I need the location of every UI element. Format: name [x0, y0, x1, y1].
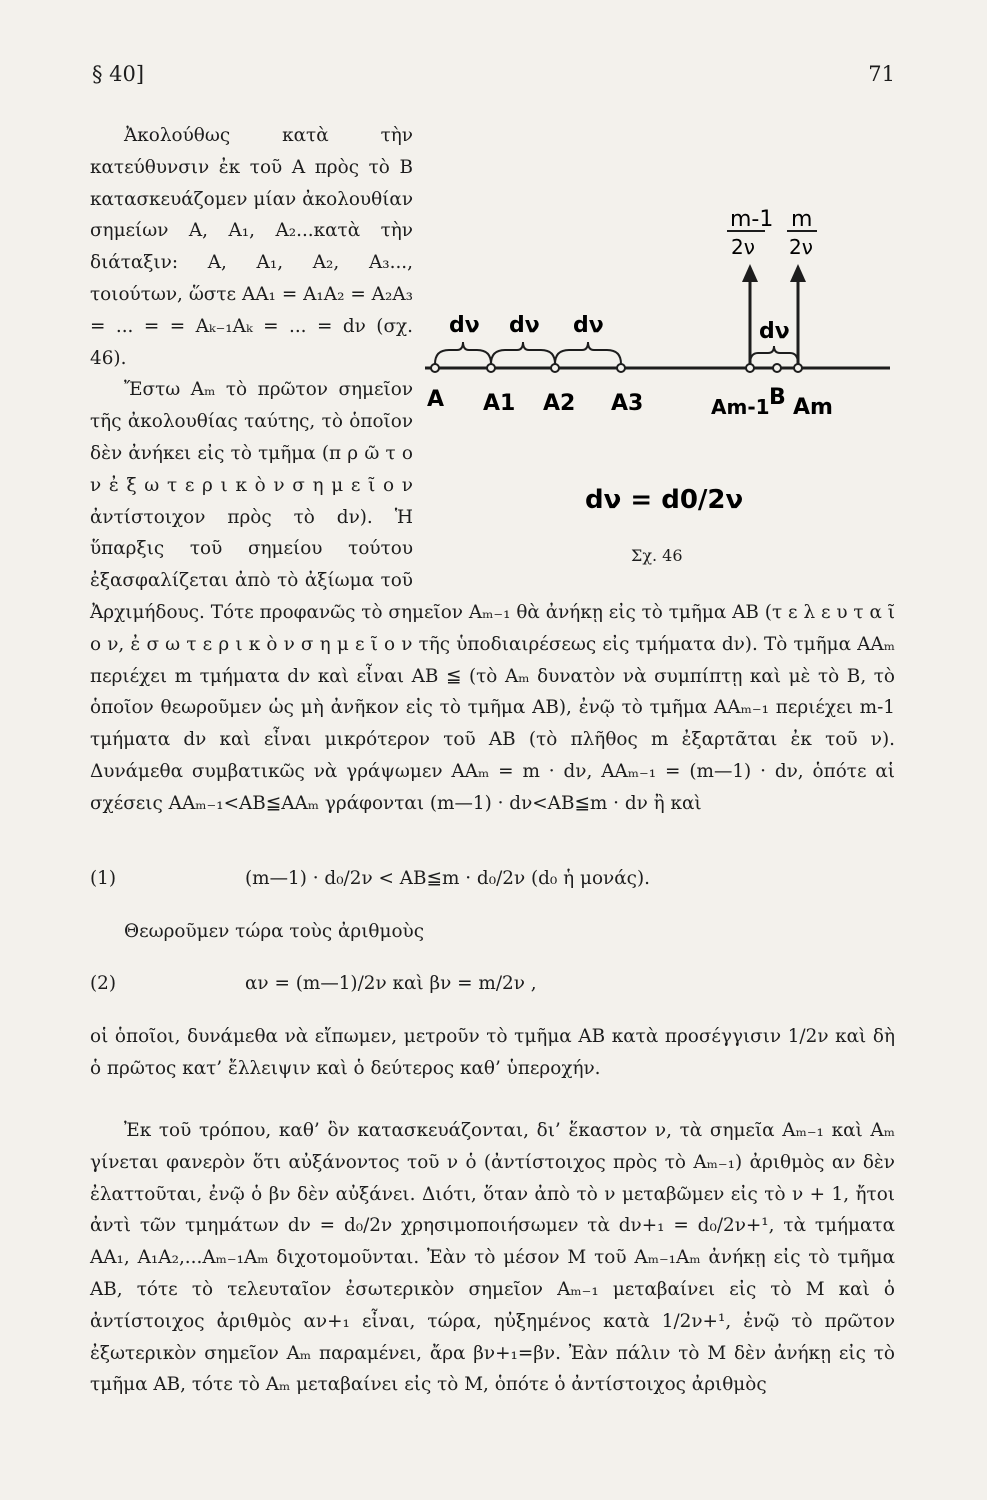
point-A3-dot	[617, 364, 625, 372]
figure-46	[425, 178, 895, 586]
arrow-head-left	[742, 264, 758, 282]
fraction-num-right: m	[791, 207, 813, 232]
segment-label-3: dν	[573, 313, 604, 338]
arrow-head-right	[790, 264, 806, 282]
section-marker: § 40]	[92, 62, 145, 86]
point-Am-label: Am	[793, 395, 833, 420]
figure-diagram	[425, 178, 895, 538]
equation-2-text: αν = (m—1)/2ν καὶ βν = m/2ν ,	[245, 973, 537, 995]
point-A-label: A	[427, 387, 445, 412]
page-header	[92, 62, 895, 86]
equation-1-label: (1)	[90, 867, 117, 889]
brace-4	[750, 346, 798, 364]
brace-3	[555, 342, 621, 364]
point-A2-label: A2	[543, 391, 576, 416]
point-A1-dot	[487, 364, 495, 372]
figure-caption: Σχ. 46	[631, 546, 683, 565]
page-body	[90, 120, 895, 1401]
fraction-num-left: m-1	[730, 207, 774, 232]
point-A-dot	[431, 364, 439, 372]
segment-label-1: dν	[449, 313, 480, 338]
intro-paragraph: Ἀκολούθως κατὰ τὴν κατεύθυνσιν ἐκ τοῦ A πρὸς τὸ B κατασκευάζομεν μίαν ἀκολουθίαν σημείων A, A₁, A₂...κατὰ τὴν διάταξιν: A, A₁, A₂, A₃..., τοιούτων, ὥστε AA₁ = A₁A₂ = A₂A₃ = ... = = Aₖ₋₁Aₖ = ... = dν (σχ. 46).	[90, 125, 413, 369]
equation-2-label: (2)	[90, 973, 117, 995]
page-number: 71	[868, 62, 895, 86]
point-Am1-label: Am-1	[711, 395, 770, 419]
point-B-label: B	[769, 385, 786, 410]
brace-2	[491, 342, 555, 364]
figure-formula: dν = d0/2ν	[585, 485, 744, 515]
consider-paragraph: Θεωροῦμεν τώρα τοὺς ἀριθμοὺς	[124, 920, 425, 942]
final-paragraph: Ἐκ τοῦ τρόπου, καθ’ ὃν κατασκευάζονται, δι’ ἕκαστον ν, τὰ σημεῖα Aₘ₋₁ καὶ Aₘ γίνεται φανερὸν ὅτι αὐξάνοντος τοῦ ν ὁ (ἀντίστοιχος πρὸς τὸ Aₘ₋₁) ἀριθμὸς αν δὲν ἐλαττοῦται, ἐνῷ ὁ βν δὲν αὐξάνει. Διότι, ὅταν ἀπὸ τὸ ν μεταβῶμεν εἰς τὸ ν + 1, ἤτοι ἀντὶ τῶν τμημάτων dν = d₀/2ν χρησιμοποιήσωμεν τὰ dν+₁ = d₀/2ν+¹, τὰ τμήματα AA₁, A₁A₂,...Aₘ₋₁Aₘ διχοτομοῦνται. Ἐὰν τὸ μέσον M τοῦ Aₘ₋₁Aₘ ἀνήκῃ εἰς τὸ τμῆμα AB, τότε τὸ τελευταῖον ἐσωτερικὸν σημεῖον Aₘ₋₁ μεταβαίνει εἰς τὸ M καὶ ὁ ἀντίστοιχος ἀριθμὸς αν+₁ εἶναι, τώρα, ηὐξημένος κατὰ 1/2ν+¹, ἐνῷ τὸ πρῶτον ἐξωτερικὸν σημεῖον Aₘ παραμένει, ἄρα βν+₁=βν. Ἐὰν πάλιν τὸ M δὲν ἀνήκῃ εἰς τὸ τμῆμα AB, τότε τὸ Aₘ μεταβαίνει εἰς τὸ M, ὁπότε ὁ ἀντίστοιχος ἀριθμὸς	[90, 1119, 895, 1396]
segment-label-2: dν	[509, 313, 540, 338]
fraction-den-left: 2ν	[731, 235, 755, 259]
point-A1-label: A1	[483, 391, 516, 416]
segment-label-4: dν	[759, 319, 790, 344]
point-B-dot	[773, 364, 781, 372]
point-Am-dot	[794, 364, 802, 372]
point-Am1-dot	[746, 364, 754, 372]
fraction-den-right: 2ν	[789, 235, 813, 259]
approx-paragraph: οἱ ὁποῖοι, δυνάμεθα νὰ εἴπωμεν, μετροῦν τὸ τμῆμα AB κατὰ προσέγγισιν 1/2ν καὶ δὴ ὁ πρῶτος κατ’ ἔλλειψιν καὶ ὁ δεύτερος καθ’ ὑπεροχήν.	[90, 1026, 895, 1080]
equation-2	[90, 955, 895, 1013]
point-A3-label: A3	[611, 391, 644, 416]
equation-1-text: (m—1) · d₀/2ν < AB≦m · d₀/2ν (d₀ ἡ μονάς).	[245, 867, 650, 889]
float-paragraph: Ἔστω Aₘ τὸ πρῶτον σημεῖον τῆς ἀκολουθίας ταύτης, τὸ ὁποῖον δὲν ἀνήκει εἰς τὸ τμῆμα (π ρ ῶ τ ο ν ἐ ξ ω τ ε ρ ι κ ὸ ν σ η μ ε ῖ ο ν ἀντίστοιχον πρὸς τὸ dν). Ἡ ὕπαρξις τοῦ σημείου τούτου ἐξασφαλίζεται ἀπὸ τὸ ἀξίωμα τοῦ Ἀρχιμήδους. Τότε προφανῶς τὸ σημεῖον Aₘ₋₁ θὰ ἀνήκῃ εἰς τὸ τμῆμα AB (τ ε λ ε υ τ α ῖ ο ν, ἐ σ ω τ ε ρ ι κ ὸ ν σ η μ ε ῖ ο ν τῆς ὑποδιαιρέσεως εἰς τμήματα dν). Τὸ τμῆμα AAₘ περιέχει m τμήματα dν καὶ εἶναι AB ≦ (τὸ Aₘ δυνατὸν νὰ συμπίπτῃ καὶ μὲ τὸ B, τὸ ὁποῖον θεωροῦμεν ὡς μὴ ἀνῆκον εἰς τὸ τμῆμα AB), ἐνῷ τὸ τμῆμα AAₘ₋₁ περιέχει m-1 τμήματα dν καὶ εἶναι μικρότερον τοῦ AB (τὸ πλῆθος m ἐξαρτᾶται ἐκ τοῦ ν). Δυνάμεθα συμβατικῶς νὰ γράψωμεν AAₘ = m · dν, AAₘ₋₁ = (m—1) · dν, ὁπότε αἱ σχέσεις AAₘ₋₁<AB≦AAₘ γράφονται (m—1) · dν<AB≦m · dν ἢ καὶ	[90, 379, 896, 814]
brace-1	[435, 342, 491, 364]
point-A2-dot	[551, 364, 559, 372]
equation-1	[90, 850, 895, 908]
